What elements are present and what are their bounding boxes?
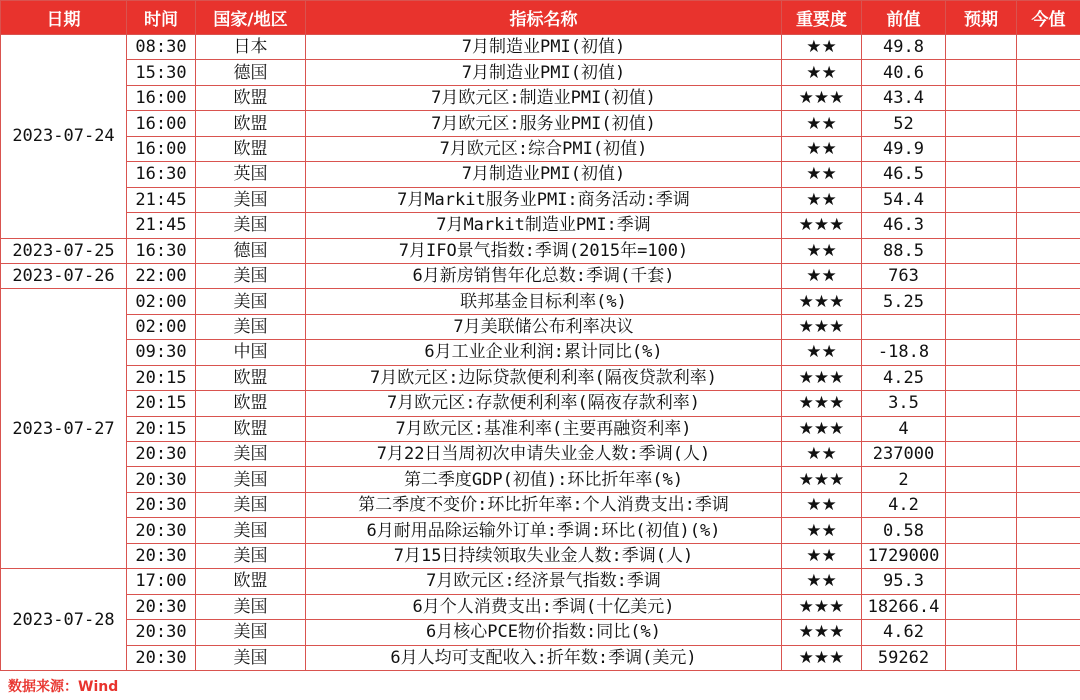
importance-stars: ★★ xyxy=(782,162,862,187)
forecast-value xyxy=(946,35,1017,60)
time-cell: 16:00 xyxy=(127,111,196,136)
actual-value xyxy=(1017,111,1080,136)
forecast-value xyxy=(946,60,1017,85)
indicator-cell: 7月制造业PMI(初值) xyxy=(306,162,782,187)
time-cell: 08:30 xyxy=(127,35,196,60)
importance-stars: ★★★ xyxy=(782,213,862,238)
region-cell: 欧盟 xyxy=(196,365,306,390)
table-row xyxy=(1,365,1080,390)
table-row xyxy=(1,594,1080,619)
importance-stars: ★★ xyxy=(782,442,862,467)
previous-value: 88.5 xyxy=(862,238,946,263)
region-cell: 美国 xyxy=(196,187,306,212)
importance-stars: ★★ xyxy=(782,518,862,543)
header-actual: 今值 xyxy=(1017,1,1080,35)
importance-stars: ★★ xyxy=(782,35,862,60)
actual-value xyxy=(1017,263,1080,288)
previous-value: 59262 xyxy=(862,645,946,670)
forecast-value xyxy=(946,594,1017,619)
header-row xyxy=(1,1,1080,35)
region-cell: 欧盟 xyxy=(196,85,306,110)
forecast-value xyxy=(946,314,1017,339)
indicator-cell: 6月耐用品除运输外订单:季调:环比(初值)(%) xyxy=(306,518,782,543)
previous-value: 4 xyxy=(862,416,946,441)
indicator-cell: 第二季度不变价:环比折年率:个人消费支出:季调 xyxy=(306,492,782,517)
forecast-value xyxy=(946,645,1017,670)
header-date: 日期 xyxy=(1,1,127,35)
time-cell: 16:30 xyxy=(127,238,196,263)
date-cell: 2023-07-27 xyxy=(1,289,127,569)
forecast-value xyxy=(946,340,1017,365)
table-row xyxy=(1,289,1080,314)
indicator-cell: 7月欧元区:制造业PMI(初值) xyxy=(306,85,782,110)
indicator-cell: 6月核心PCE物价指数:同比(%) xyxy=(306,620,782,645)
importance-stars: ★★★ xyxy=(782,467,862,492)
time-cell: 20:30 xyxy=(127,645,196,670)
indicator-cell: 6月工业企业利润:累计同比(%) xyxy=(306,340,782,365)
forecast-value xyxy=(946,289,1017,314)
indicator-cell: 6月新房销售年化总数:季调(千套) xyxy=(306,263,782,288)
indicator-cell: 联邦基金目标利率(%) xyxy=(306,289,782,314)
actual-value xyxy=(1017,85,1080,110)
header-region: 国家/地区 xyxy=(196,1,306,35)
time-cell: 20:30 xyxy=(127,620,196,645)
region-cell: 德国 xyxy=(196,60,306,85)
previous-value: 49.9 xyxy=(862,136,946,161)
table-row xyxy=(1,60,1080,85)
previous-value: 763 xyxy=(862,263,946,288)
time-cell: 20:30 xyxy=(127,543,196,568)
previous-value: 46.5 xyxy=(862,162,946,187)
actual-value xyxy=(1017,594,1080,619)
previous-value: -18.8 xyxy=(862,340,946,365)
forecast-value xyxy=(946,620,1017,645)
indicator-cell: 7月制造业PMI(初值) xyxy=(306,35,782,60)
region-cell: 美国 xyxy=(196,645,306,670)
previous-value: 0.58 xyxy=(862,518,946,543)
forecast-value xyxy=(946,492,1017,517)
previous-value: 18266.4 xyxy=(862,594,946,619)
header-forecast: 预期 xyxy=(946,1,1017,35)
previous-value: 4.25 xyxy=(862,365,946,390)
importance-stars: ★★★ xyxy=(782,620,862,645)
region-cell: 欧盟 xyxy=(196,136,306,161)
header-indicator: 指标名称 xyxy=(306,1,782,35)
importance-stars: ★★ xyxy=(782,543,862,568)
previous-value: 5.25 xyxy=(862,289,946,314)
indicator-cell: 6月人均可支配收入:折年数:季调(美元) xyxy=(306,645,782,670)
importance-stars: ★★★ xyxy=(782,85,862,110)
indicator-cell: 7月制造业PMI(初值) xyxy=(306,60,782,85)
calendar-body xyxy=(1,35,1080,671)
table-row xyxy=(1,569,1080,594)
forecast-value xyxy=(946,365,1017,390)
table-row xyxy=(1,442,1080,467)
table-row xyxy=(1,35,1080,60)
actual-value xyxy=(1017,340,1080,365)
time-cell: 15:30 xyxy=(127,60,196,85)
time-cell: 17:00 xyxy=(127,569,196,594)
forecast-value xyxy=(946,442,1017,467)
actual-value xyxy=(1017,543,1080,568)
previous-value: 237000 xyxy=(862,442,946,467)
table-row xyxy=(1,111,1080,136)
forecast-value xyxy=(946,416,1017,441)
importance-stars: ★★ xyxy=(782,60,862,85)
time-cell: 20:30 xyxy=(127,492,196,517)
importance-stars: ★★ xyxy=(782,136,862,161)
previous-value xyxy=(862,314,946,339)
time-cell: 09:30 xyxy=(127,340,196,365)
time-cell: 20:15 xyxy=(127,391,196,416)
importance-stars: ★★★ xyxy=(782,416,862,441)
previous-value: 2 xyxy=(862,467,946,492)
indicator-cell: 7月15日持续领取失业金人数:季调(人) xyxy=(306,543,782,568)
time-cell: 21:45 xyxy=(127,213,196,238)
indicator-cell: 7月欧元区:边际贷款便利利率(隔夜贷款利率) xyxy=(306,365,782,390)
region-cell: 美国 xyxy=(196,314,306,339)
actual-value xyxy=(1017,60,1080,85)
indicator-cell: 7月欧元区:服务业PMI(初值) xyxy=(306,111,782,136)
indicator-cell: 7月IFO景气指数:季调(2015年=100) xyxy=(306,238,782,263)
table-row xyxy=(1,85,1080,110)
forecast-value xyxy=(946,85,1017,110)
previous-value: 52 xyxy=(862,111,946,136)
region-cell: 美国 xyxy=(196,518,306,543)
importance-stars: ★★ xyxy=(782,187,862,212)
region-cell: 日本 xyxy=(196,35,306,60)
previous-value: 3.5 xyxy=(862,391,946,416)
region-cell: 欧盟 xyxy=(196,569,306,594)
date-cell: 2023-07-25 xyxy=(1,238,127,263)
region-cell: 美国 xyxy=(196,594,306,619)
forecast-value xyxy=(946,569,1017,594)
region-cell: 美国 xyxy=(196,289,306,314)
actual-value xyxy=(1017,645,1080,670)
forecast-value xyxy=(946,136,1017,161)
indicator-cell: 第二季度GDP(初值):环比折年率(%) xyxy=(306,467,782,492)
forecast-value xyxy=(946,518,1017,543)
importance-stars: ★★★ xyxy=(782,391,862,416)
data-source-note: 数据来源：Wind xyxy=(8,679,119,695)
actual-value xyxy=(1017,162,1080,187)
region-cell: 美国 xyxy=(196,620,306,645)
forecast-value xyxy=(946,263,1017,288)
indicator-cell: 7月美联储公布利率决议 xyxy=(306,314,782,339)
previous-value: 4.2 xyxy=(862,492,946,517)
forecast-value xyxy=(946,391,1017,416)
importance-stars: ★★★ xyxy=(782,289,862,314)
table-row xyxy=(1,467,1080,492)
table-row xyxy=(1,314,1080,339)
table-row xyxy=(1,263,1080,288)
region-cell: 美国 xyxy=(196,543,306,568)
actual-value xyxy=(1017,365,1080,390)
actual-value xyxy=(1017,35,1080,60)
table-row xyxy=(1,340,1080,365)
forecast-value xyxy=(946,187,1017,212)
region-cell: 欧盟 xyxy=(196,391,306,416)
region-cell: 英国 xyxy=(196,162,306,187)
importance-stars: ★★ xyxy=(782,111,862,136)
table-row xyxy=(1,518,1080,543)
time-cell: 22:00 xyxy=(127,263,196,288)
forecast-value xyxy=(946,111,1017,136)
header-time: 时间 xyxy=(127,1,196,35)
time-cell: 21:45 xyxy=(127,187,196,212)
header-importance: 重要度 xyxy=(782,1,862,35)
previous-value: 43.4 xyxy=(862,85,946,110)
actual-value xyxy=(1017,442,1080,467)
table-row xyxy=(1,238,1080,263)
previous-value: 54.4 xyxy=(862,187,946,212)
date-cell: 2023-07-26 xyxy=(1,263,127,288)
previous-value: 46.3 xyxy=(862,213,946,238)
actual-value xyxy=(1017,569,1080,594)
region-cell: 美国 xyxy=(196,492,306,517)
importance-stars: ★★ xyxy=(782,492,862,517)
time-cell: 02:00 xyxy=(127,314,196,339)
importance-stars: ★★ xyxy=(782,263,862,288)
actual-value xyxy=(1017,238,1080,263)
table-row xyxy=(1,645,1080,670)
actual-value xyxy=(1017,492,1080,517)
actual-value xyxy=(1017,416,1080,441)
actual-value xyxy=(1017,136,1080,161)
time-cell: 20:30 xyxy=(127,594,196,619)
table-row xyxy=(1,162,1080,187)
region-cell: 美国 xyxy=(196,467,306,492)
forecast-value xyxy=(946,162,1017,187)
time-cell: 20:30 xyxy=(127,467,196,492)
actual-value xyxy=(1017,187,1080,212)
indicator-cell: 6月个人消费支出:季调(十亿美元) xyxy=(306,594,782,619)
actual-value xyxy=(1017,213,1080,238)
actual-value xyxy=(1017,467,1080,492)
indicator-cell: 7月欧元区:综合PMI(初值) xyxy=(306,136,782,161)
importance-stars: ★★ xyxy=(782,569,862,594)
forecast-value xyxy=(946,238,1017,263)
importance-stars: ★★★ xyxy=(782,594,862,619)
time-cell: 20:30 xyxy=(127,518,196,543)
time-cell: 20:30 xyxy=(127,442,196,467)
region-cell: 美国 xyxy=(196,442,306,467)
region-cell: 美国 xyxy=(196,213,306,238)
indicator-cell: 7月Markit制造业PMI:季调 xyxy=(306,213,782,238)
importance-stars: ★★ xyxy=(782,340,862,365)
table-row xyxy=(1,416,1080,441)
forecast-value xyxy=(946,543,1017,568)
previous-value: 49.8 xyxy=(862,35,946,60)
table-row xyxy=(1,213,1080,238)
table-row xyxy=(1,543,1080,568)
table-row xyxy=(1,492,1080,517)
indicator-cell: 7月欧元区:经济景气指数:季调 xyxy=(306,569,782,594)
table-row xyxy=(1,136,1080,161)
time-cell: 16:30 xyxy=(127,162,196,187)
indicator-cell: 7月欧元区:基准利率(主要再融资利率) xyxy=(306,416,782,441)
region-cell: 欧盟 xyxy=(196,416,306,441)
actual-value xyxy=(1017,314,1080,339)
region-cell: 美国 xyxy=(196,263,306,288)
previous-value: 1729000 xyxy=(862,543,946,568)
table-row xyxy=(1,391,1080,416)
actual-value xyxy=(1017,620,1080,645)
time-cell: 02:00 xyxy=(127,289,196,314)
importance-stars: ★★★ xyxy=(782,645,862,670)
header-previous: 前值 xyxy=(862,1,946,35)
actual-value xyxy=(1017,391,1080,416)
table-row xyxy=(1,187,1080,212)
importance-stars: ★★★ xyxy=(782,365,862,390)
date-cell: 2023-07-24 xyxy=(1,35,127,239)
actual-value xyxy=(1017,518,1080,543)
region-cell: 德国 xyxy=(196,238,306,263)
previous-value: 4.62 xyxy=(862,620,946,645)
table-row xyxy=(1,620,1080,645)
indicator-cell: 7月Markit服务业PMI:商务活动:季调 xyxy=(306,187,782,212)
forecast-value xyxy=(946,467,1017,492)
forecast-value xyxy=(946,213,1017,238)
indicator-cell: 7月欧元区:存款便利利率(隔夜存款利率) xyxy=(306,391,782,416)
date-cell: 2023-07-28 xyxy=(1,569,127,671)
region-cell: 中国 xyxy=(196,340,306,365)
time-cell: 16:00 xyxy=(127,136,196,161)
previous-value: 95.3 xyxy=(862,569,946,594)
actual-value xyxy=(1017,289,1080,314)
indicator-cell: 7月22日当周初次申请失业金人数:季调(人) xyxy=(306,442,782,467)
time-cell: 16:00 xyxy=(127,85,196,110)
previous-value: 40.6 xyxy=(862,60,946,85)
region-cell: 欧盟 xyxy=(196,111,306,136)
time-cell: 20:15 xyxy=(127,365,196,390)
time-cell: 20:15 xyxy=(127,416,196,441)
importance-stars: ★★★ xyxy=(782,314,862,339)
importance-stars: ★★ xyxy=(782,238,862,263)
